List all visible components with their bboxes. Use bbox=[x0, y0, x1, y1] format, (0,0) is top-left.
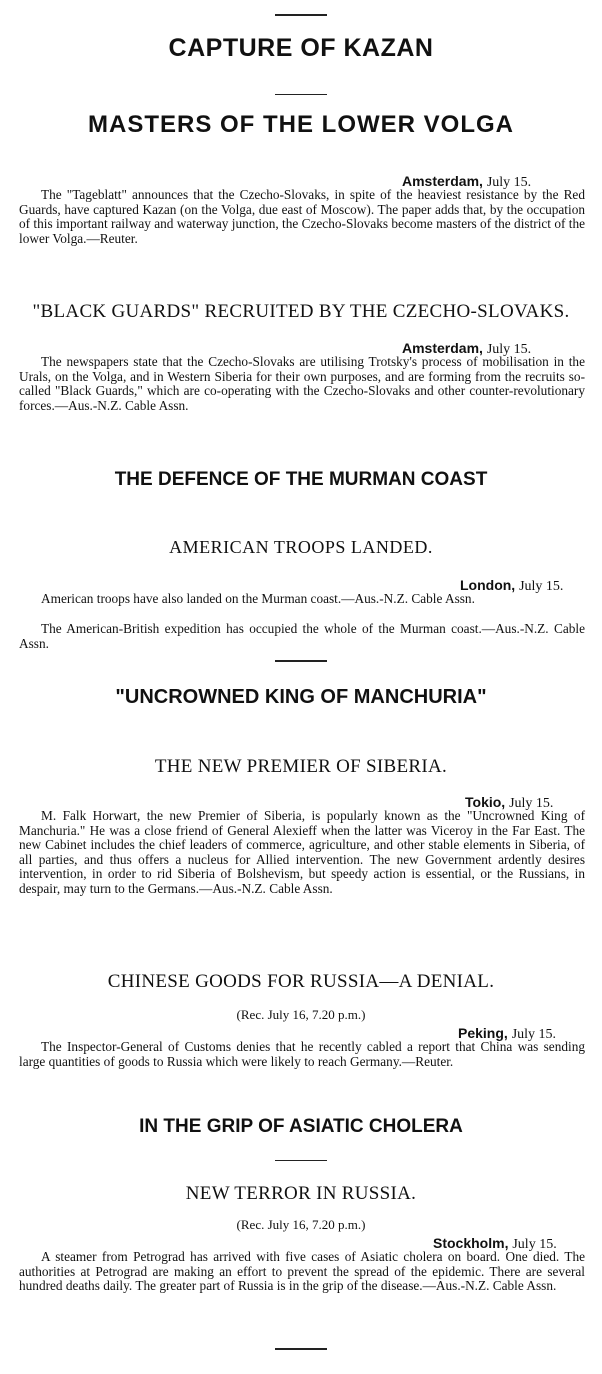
divider-rule bbox=[275, 1160, 327, 1161]
dateline-date: July 15. bbox=[509, 796, 554, 811]
dateline-date: July 15. bbox=[512, 1237, 557, 1252]
article-body-chinese-goods: The Inspector-General of Customs denies that he recently cabled a report that China was sending large quantities of goods to Russia which were likely to reach Germany.—Reuter. bbox=[19, 1039, 585, 1069]
article-body-murman-1: American troops have also landed on the Murman coast.—Aus.-N.Z. Cable Assn. bbox=[41, 591, 475, 606]
divider-rule bbox=[275, 660, 327, 662]
dateline-place: Amsterdam, bbox=[402, 173, 483, 189]
dateline-date: July 15. bbox=[519, 579, 564, 594]
headline-black-guards: "BLACK GUARDS" RECRUITED BY THE CZECHO-SLOVAKS. bbox=[32, 301, 570, 322]
headline-chinese-goods: CHINESE GOODS FOR RUSSIA—A DENIAL. bbox=[107, 971, 495, 992]
article-body-cholera: A steamer from Petrograd has arrived with five cases of Asiatic cholera on board. One died. The authorities at Petrograd are making an effort to prevent the spread of the epidemic. There are several hundred deaths daily. The greater part of Russia is in the grip of the disease.—Aus.-N.Z. Cable Assn. bbox=[19, 1249, 585, 1294]
dateline-place: Amsterdam, bbox=[402, 340, 483, 356]
dateline-date: July 15. bbox=[486, 175, 532, 190]
divider-rule bbox=[275, 1348, 327, 1350]
received-note-cholera: (Rec. July 16, 7.20 p.m.) bbox=[236, 1217, 366, 1232]
headline-kazan: CAPTURE OF KAZAN bbox=[168, 34, 434, 62]
divider-rule bbox=[275, 94, 327, 95]
headline-manchuria: "UNCROWNED KING OF MANCHURIA" bbox=[115, 686, 487, 708]
article-body-black-guards: The newspapers state that the Czecho-Slovaks are utilising Trotsky's process of mobilisation in the Urals, on the Volga, and in Western Siberia for their own purposes, and are forming from the recruits so-called "Black Guards," which are co-operating with the Czecho-Slovaks and other counter-revolutionary forces.—Aus.-N.Z. Cable Assn. bbox=[19, 354, 585, 413]
received-note-chinese-goods: (Rec. July 16, 7.20 p.m.) bbox=[236, 1007, 366, 1022]
subhead-murman: AMERICAN TROOPS LANDED. bbox=[169, 537, 433, 557]
article-body-manchuria: M. Falk Horwart, the new Premier of Siberia, is popularly known as the "Uncrowned King of Manchuria." He was a close friend of General Alexieff when the latter was Viceroy in the Far East. The new Cabinet includes the chief leaders of commerce, agriculture, and other stable elements in Siberia, of all parties, and thus offers a nucleus for Allied intervention. The new Government ardently desires intervention, in order to rid Siberia of Bolshevism, but speedy action is essential, or the Russians, in despair, may turn to the Germans.—Aus.-N.Z. Cable Assn. bbox=[19, 808, 585, 896]
subhead-cholera: NEW TERROR IN RUSSIA. bbox=[185, 1183, 417, 1204]
subhead-kazan: MASTERS OF THE LOWER VOLGA bbox=[88, 111, 514, 138]
dateline-date: July 15. bbox=[486, 342, 532, 357]
article-body-murman-2: The American-British expedition has occupied the whole of the Murman coast.—Aus.-N.Z. Cable Assn. bbox=[19, 621, 585, 651]
dateline-date: July 15. bbox=[511, 1027, 557, 1042]
dateline-place: Tokio, bbox=[465, 794, 506, 810]
dateline-place: Stockholm, bbox=[433, 1235, 509, 1251]
headline-cholera: IN THE GRIP OF ASIATIC CHOLERA bbox=[139, 1116, 463, 1137]
dateline-place: London, bbox=[460, 577, 516, 593]
headline-murman: THE DEFENCE OF THE MURMAN COAST bbox=[114, 469, 488, 490]
divider-rule bbox=[275, 14, 327, 16]
article-body-kazan: The "Tageblatt" announces that the Czecho-Slovaks, in spite of the heaviest resistance by the Red Guards, have captured Kazan (on the Volga, due east of Moscow). The paper adds that, by the occupation of this important railway and waterway junction, the Czecho-Slovaks become masters of the district of the lower Volga.—Reuter. bbox=[19, 187, 585, 246]
dateline-place: Peking, bbox=[458, 1025, 508, 1041]
subhead-manchuria: THE NEW PREMIER OF SIBERIA. bbox=[154, 756, 448, 777]
